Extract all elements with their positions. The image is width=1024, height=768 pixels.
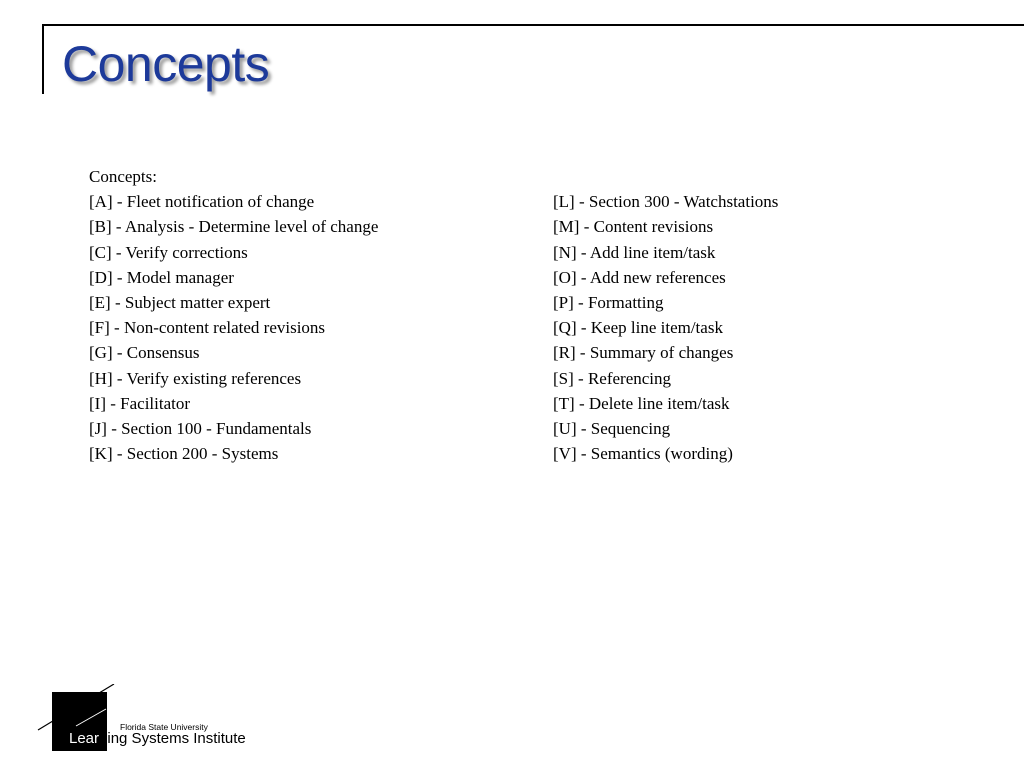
concept-item: [E] - Subject matter expert [89,292,271,312]
concept-item: [I] - Facilitator [89,393,191,413]
concept-item: [Q] - Keep line item/task [553,318,723,338]
concept-item: [T] - Delete line item/task [553,393,730,413]
frame-top-line [42,24,1024,26]
institute-name [69,728,246,750]
concept-item: [P] - Formatting [553,292,664,312]
concept-item: [R] - Summary of changes [553,343,734,363]
concepts-heading: Concepts: [89,167,157,186]
institute-name-part1: Lear [69,730,100,747]
university-name: Florida State University [120,722,208,732]
concept-item: [V] - Semantics (wording) [553,444,733,464]
concept-item: [B] - Analysis - Determine level of change [89,217,379,237]
fsu-lsi-logo [36,684,246,754]
concept-item: [D] - Model manager [89,267,234,287]
concept-item: [O] - Add new references [553,267,726,287]
frame-left-line [42,24,44,94]
concept-item: [A] - Fleet notification of change [89,192,315,212]
concept-item: [M] - Content revisions [553,217,714,237]
concept-item: [C] - Verify corrections [89,242,248,262]
concept-item: [N] - Add line item/task [553,242,716,262]
concepts-list-right [553,189,778,466]
slide-title: Concepts [62,36,270,92]
concept-item: [U] - Sequencing [553,418,671,438]
concept-item: [H] - Verify existing references [89,368,302,388]
institute-name-part2: ning Systems Institute [99,730,246,747]
concept-item: [J] - Section 100 - Fundamentals [89,418,312,438]
concept-item: [K] - Section 200 - Systems [89,444,279,464]
concept-item: [F] - Non-content related revisions [89,318,326,338]
concept-item: [S] - Referencing [553,368,672,388]
concepts-list-left [89,189,378,466]
concepts-content [89,164,969,464]
concept-item: [G] - Consensus [89,343,200,363]
concept-item: [L] - Section 300 - Watchstations [553,192,779,212]
